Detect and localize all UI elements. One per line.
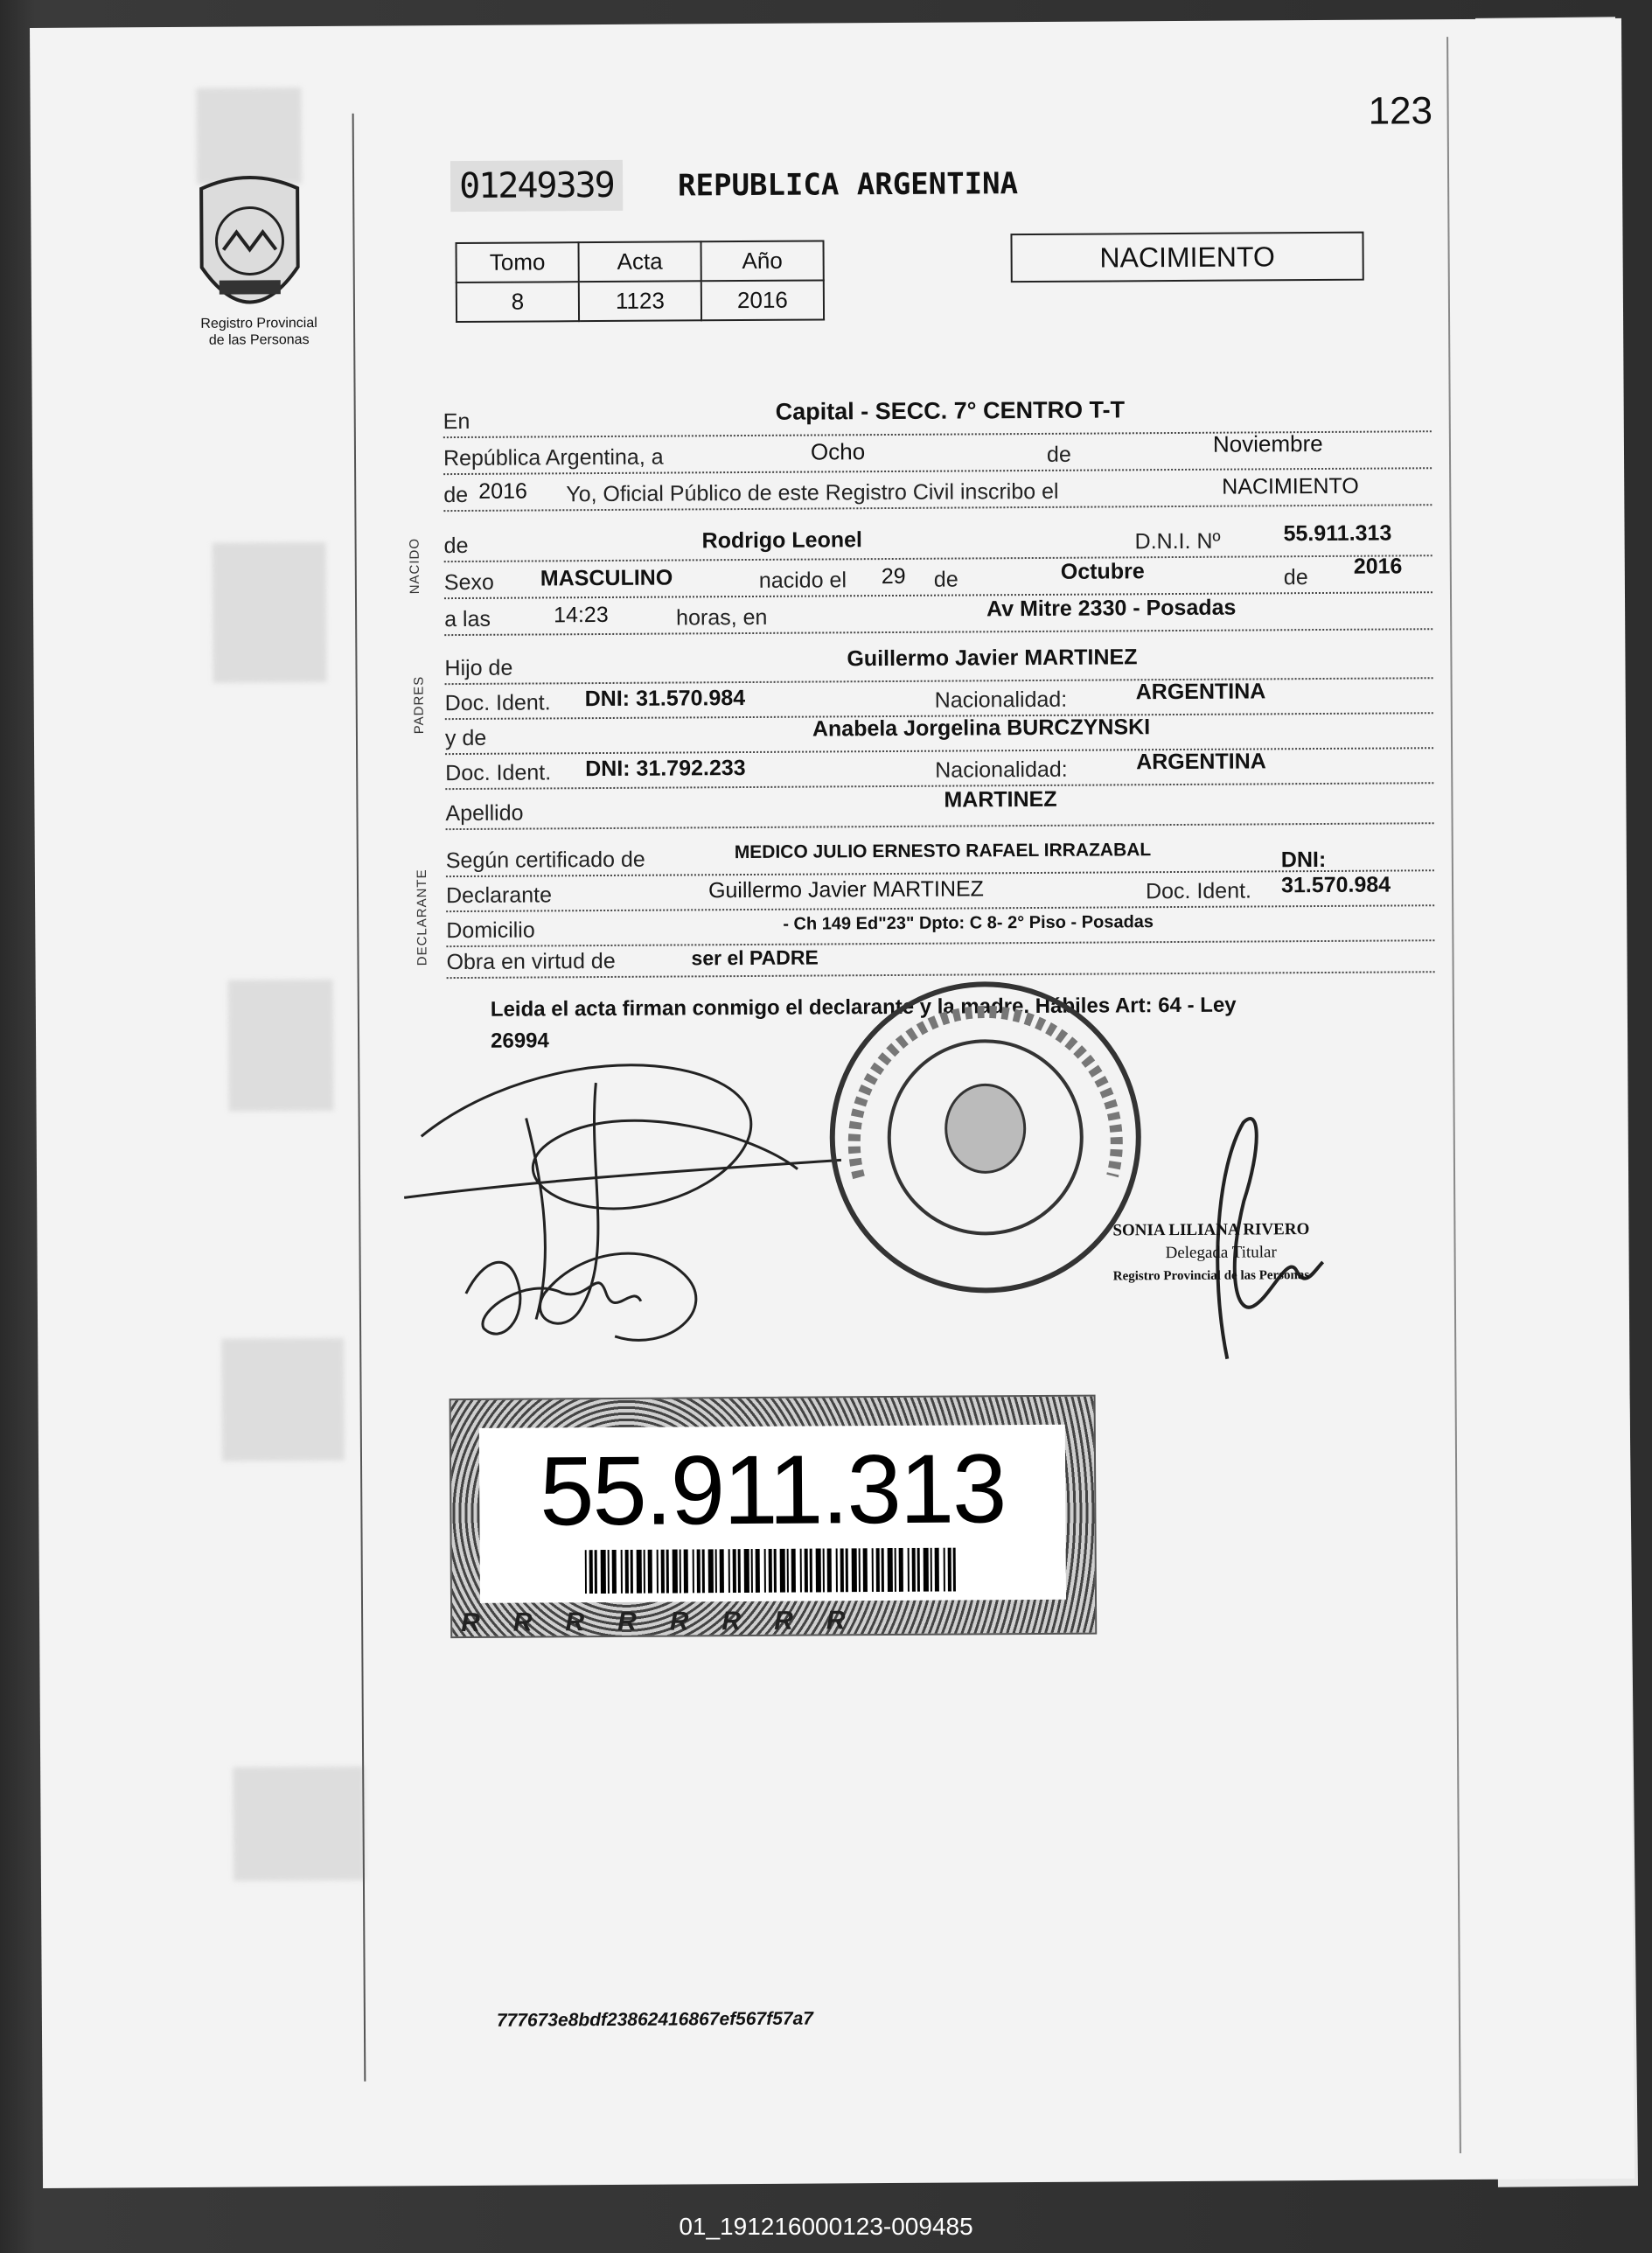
id-number: 55.911.313 xyxy=(539,1433,1006,1546)
time-row xyxy=(444,593,1432,636)
security-pattern: RRRRRRRR xyxy=(461,1606,879,1638)
barcode-bar xyxy=(621,1550,623,1594)
label-de: de xyxy=(933,567,958,592)
label-nacido-el: nacido el xyxy=(758,568,847,593)
birth-day-value: 29 xyxy=(881,563,906,589)
table-header: Año xyxy=(701,241,824,281)
barcode-bar xyxy=(836,1548,838,1592)
label-yo: Yo, Oficial Público de este Registro Civil inscribo el xyxy=(566,478,1059,507)
sex-row xyxy=(444,556,1432,599)
show-through-mark xyxy=(213,542,327,683)
label-segun: Según certificado de xyxy=(445,847,645,874)
barcode-bar xyxy=(823,1548,825,1592)
label-nacionalidad: Nacionalidad: xyxy=(934,687,1068,713)
barcode-bar xyxy=(715,1549,717,1593)
show-through-mark xyxy=(233,1767,365,1881)
id-label xyxy=(479,1425,1066,1603)
mother-nat-value: ARGENTINA xyxy=(1136,749,1266,775)
side-label-padres: PADRES xyxy=(411,675,427,735)
barcode-bar xyxy=(859,1548,861,1592)
page-number: 123 xyxy=(1368,89,1433,133)
barcode-bar xyxy=(720,1549,724,1593)
label-de: de xyxy=(443,482,469,508)
barcode-bar xyxy=(589,1550,593,1594)
barcode-bar xyxy=(800,1549,802,1593)
certificate-value: MEDICO JULIO ERNESTO RAFAEL IRRAZABAL xyxy=(734,840,1152,863)
barcode-bar xyxy=(728,1549,730,1593)
month-value: Noviembre xyxy=(1212,429,1323,457)
table-header: Tomo xyxy=(457,242,579,282)
barcode-bar xyxy=(738,1549,741,1593)
official-office: Registro Provincial de las Personas xyxy=(1112,1268,1310,1284)
label-de: de xyxy=(443,533,469,559)
label-horas-en: horas, en xyxy=(676,604,768,631)
label-de: de xyxy=(1046,442,1071,467)
mother-doc-row xyxy=(445,747,1433,790)
closing-line-1: Leida el acta firman conmigo el declarante y la madre. Hábiles Art: 64 - Ley xyxy=(490,993,1237,1022)
barcode-bar xyxy=(680,1549,681,1593)
barcode-bar xyxy=(693,1549,694,1593)
id-label-sticker xyxy=(450,1395,1098,1639)
barcode-bar xyxy=(751,1549,753,1593)
barcode-bar xyxy=(912,1548,916,1592)
barcode-bar xyxy=(935,1548,939,1592)
barcode-bar xyxy=(631,1550,633,1594)
barcode-bar xyxy=(657,1550,659,1594)
issuer-line-1: Registro Provincial xyxy=(200,315,317,331)
barcode-bar xyxy=(612,1550,617,1594)
father-nat-value: ARGENTINA xyxy=(1135,679,1266,705)
label-en: En xyxy=(443,408,471,435)
show-through-mark xyxy=(228,980,334,1112)
address-value: - Ch 149 Ed"23" Dpto: C 8- 2° Piso - Posadas xyxy=(783,912,1154,934)
barcode-bar xyxy=(917,1548,920,1592)
file-caption: 01_191216000123-009485 xyxy=(679,2213,973,2240)
barcode-bar xyxy=(816,1549,821,1593)
label-declarante: Declarante xyxy=(445,882,553,909)
show-through-mark xyxy=(221,1338,345,1461)
barcode-bar xyxy=(924,1548,929,1592)
barcode-bar xyxy=(882,1548,884,1592)
label-sexo: Sexo xyxy=(443,569,494,596)
barcode-bar xyxy=(846,1548,848,1592)
barcode-bar xyxy=(852,1548,857,1592)
barcode-bar xyxy=(899,1548,903,1592)
provincial-seal-icon xyxy=(192,171,307,338)
barcode-bar xyxy=(908,1548,910,1592)
barcode-bar xyxy=(876,1548,880,1592)
label-y-de: y de xyxy=(444,725,487,751)
document-hash: 777673e8bdf23862416867ef567f57a7 xyxy=(496,2008,813,2031)
barcode-bar xyxy=(708,1549,714,1593)
barcode-bar xyxy=(944,1548,945,1592)
label-domicilio: Domicilio xyxy=(446,917,535,944)
label-a-las: a las xyxy=(444,606,491,632)
barcode-bar xyxy=(769,1549,772,1593)
label-nacionalidad: Nacionalidad: xyxy=(935,757,1068,783)
barcode-bar xyxy=(744,1549,749,1593)
barcode-bar xyxy=(648,1550,652,1594)
barcode-bar xyxy=(673,1550,678,1594)
label-obra: Obra en virtud de xyxy=(446,948,616,975)
date-row xyxy=(443,429,1432,475)
capacity-value: ser el PADRE xyxy=(691,945,819,970)
side-label-declarante: DECLARANTE xyxy=(414,868,430,966)
barcode-bar xyxy=(780,1549,785,1593)
barcode-bar xyxy=(637,1550,642,1594)
barcode-bar xyxy=(805,1549,808,1593)
barcode-bar xyxy=(827,1548,832,1592)
year-value: 2016 xyxy=(478,478,527,504)
birth-month-value: Octubre xyxy=(1060,559,1145,584)
capacity-row xyxy=(446,939,1434,979)
mother-value: Anabela Jorgelina BURCZYNSKI xyxy=(812,715,1151,742)
barcode-bar xyxy=(888,1548,893,1592)
surname-value: MARTINEZ xyxy=(944,786,1057,813)
barcode-bar xyxy=(787,1549,789,1593)
label-republica: República Argentina, a xyxy=(443,444,664,471)
barcode-bar xyxy=(644,1550,645,1594)
day-value: Ocho xyxy=(810,438,866,465)
father-value: Guillermo Javier MARTINEZ xyxy=(847,645,1138,672)
official-signature-block xyxy=(1112,1218,1309,1287)
surname-row xyxy=(445,787,1433,830)
father-doc-value: DNI: 31.570.984 xyxy=(584,686,746,712)
barcode-bar xyxy=(931,1548,932,1592)
table-cell: 2016 xyxy=(701,280,824,320)
issuer-label xyxy=(171,315,346,349)
declarant-signature xyxy=(386,1029,860,1381)
label-doc-ident: Doc. Ident. xyxy=(1145,878,1252,904)
declarant-value: Guillermo Javier MARTINEZ xyxy=(708,876,984,903)
barcode-bar xyxy=(661,1550,665,1594)
official-stamp xyxy=(823,974,1148,1300)
place-value: Capital - SECC. 7° CENTRO T-T xyxy=(775,396,1126,425)
barcode-bar xyxy=(666,1550,669,1594)
serial-number: 01249339 xyxy=(450,160,623,212)
country-title: REPUBLICA ARGENTINA xyxy=(677,166,1019,204)
barcode-bar xyxy=(810,1549,812,1593)
registry-table xyxy=(456,240,826,323)
barcode-bar xyxy=(872,1548,874,1592)
dni-value: 55.911.313 xyxy=(1283,520,1392,547)
barcode-bar xyxy=(601,1550,606,1594)
label-dni: D.N.I. Nº xyxy=(1134,528,1221,555)
declarant-doc-value: DNI: 31.570.984 xyxy=(1280,847,1391,898)
birth-certificate-page xyxy=(30,18,1635,2188)
page-edge-line xyxy=(1446,37,1461,2153)
label-hijo-de: Hijo de xyxy=(444,655,513,681)
barcode-bar xyxy=(697,1549,701,1593)
official-name: SONIA LILIANA RIVERO xyxy=(1112,1220,1310,1240)
barcode-bar xyxy=(585,1550,587,1594)
side-label-nacido: NACIDO xyxy=(407,537,422,595)
barcode-bar xyxy=(764,1549,766,1593)
birth-year-value: 2016 xyxy=(1353,554,1403,579)
barcode xyxy=(585,1548,961,1594)
sex-value: MASCULINO xyxy=(540,565,673,591)
official-title: Delegada Titular xyxy=(1165,1243,1277,1263)
name-row xyxy=(443,520,1432,562)
issuer-line-2: de las Personas xyxy=(208,332,310,348)
birth-place-value: Av Mitre 2330 - Posadas xyxy=(986,595,1237,622)
barcode-bar xyxy=(774,1549,777,1593)
barcode-bar xyxy=(953,1548,956,1592)
barcode-bar xyxy=(608,1550,610,1594)
barcode-bar xyxy=(756,1549,760,1593)
barcode-bar xyxy=(625,1550,629,1594)
barcode-bar xyxy=(702,1549,705,1593)
time-value: 14:23 xyxy=(554,602,609,628)
label-doc-ident: Doc. Ident. xyxy=(445,760,552,786)
table-header: Acta xyxy=(579,241,701,282)
barcode-bar xyxy=(733,1549,736,1593)
label-doc-ident: Doc. Ident. xyxy=(444,690,551,716)
act-value: NACIMIENTO xyxy=(1222,473,1359,499)
barcode-bar xyxy=(791,1549,796,1593)
barcode-bar xyxy=(840,1548,844,1592)
record-type-box: NACIMIENTO xyxy=(1010,232,1363,282)
closing-line-2: 26994 xyxy=(491,1029,549,1053)
barcode-bar xyxy=(948,1548,951,1592)
barcode-bar xyxy=(863,1548,868,1592)
inscription-row xyxy=(443,469,1432,512)
barcode-bar xyxy=(895,1548,896,1592)
label-apellido: Apellido xyxy=(445,800,524,827)
barcode-bar xyxy=(684,1549,688,1593)
name-value: Rodrigo Leonel xyxy=(701,527,863,554)
barcode-bar xyxy=(595,1550,597,1594)
label-de: de xyxy=(1283,565,1308,590)
table-cell: 8 xyxy=(457,282,579,322)
mother-doc-value: DNI: 31.792.233 xyxy=(585,756,746,782)
table-cell: 1123 xyxy=(579,281,701,321)
